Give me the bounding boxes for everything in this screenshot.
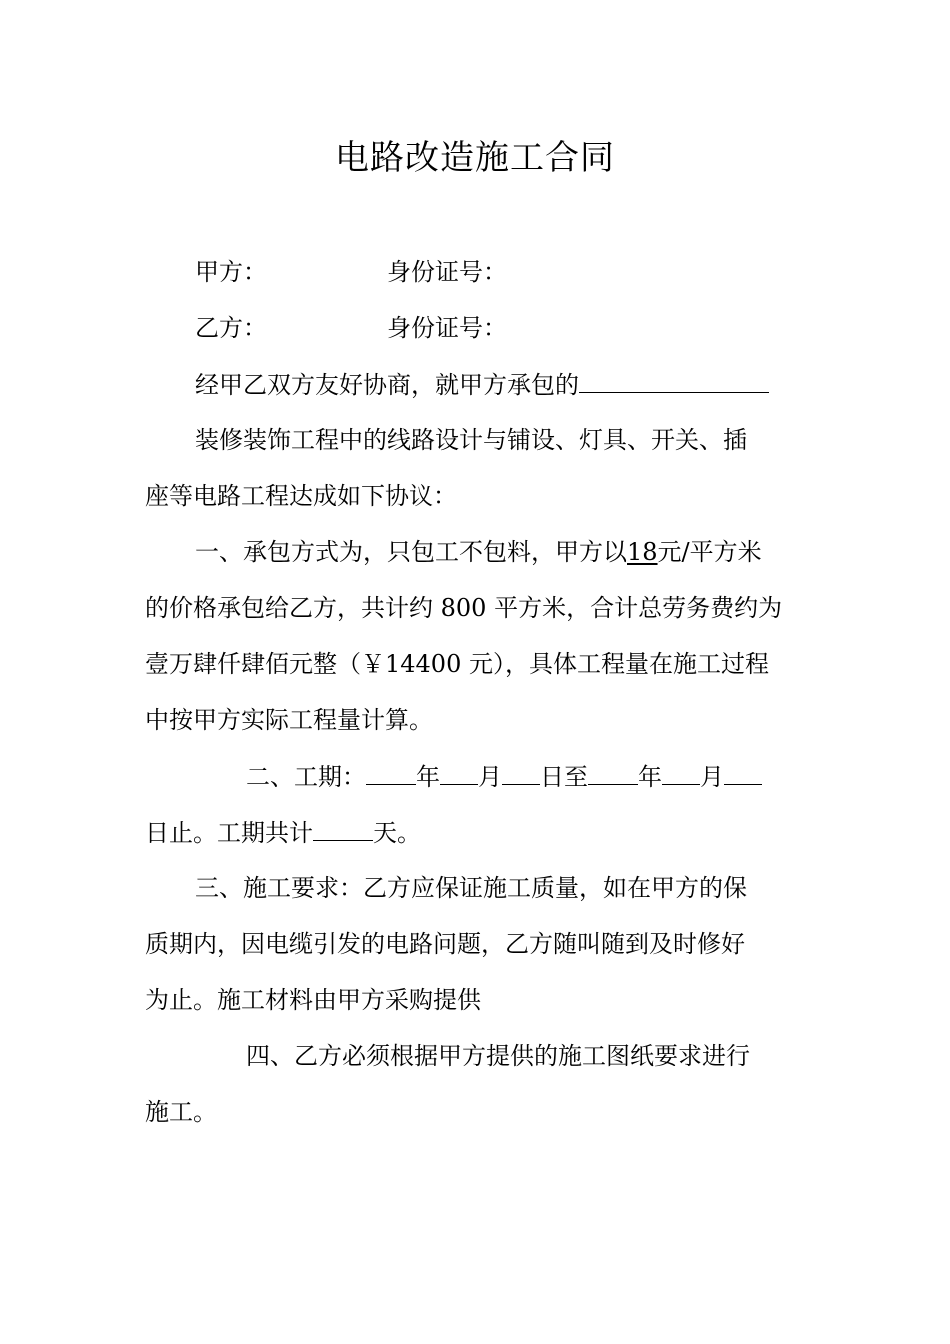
start-year-blank — [366, 760, 416, 785]
clause-1-line-4: 中按甲方实际工程量计算。 — [145, 706, 433, 734]
clause-1-suffix: 元/平方米 — [657, 538, 762, 566]
clause-3-line-2: 质期内，因电缆引发的电路问题，乙方随叫随到及时修好 — [145, 930, 745, 958]
end-day-blank — [724, 760, 762, 785]
party-a-id-label: 身份证号： — [387, 258, 507, 286]
clause-3-line-1: 三、施工要求：乙方应保证施工质量，如在甲方的保 — [195, 874, 747, 902]
end-month-label: 月 — [700, 763, 724, 791]
day-to-label: 日至 — [540, 763, 588, 791]
intro-line-2: 装修装饰工程中的线路设计与铺设、灯具、开关、插 — [195, 426, 747, 454]
party-b-id-label: 身份证号： — [387, 314, 507, 342]
party-b-label: 乙方： — [195, 314, 267, 342]
clause-1-prefix: 一、承包方式为，只包工不包料，甲方以 — [195, 538, 627, 566]
clause-2-line-2 — [145, 816, 421, 849]
clause-1-line-2: 的价格承包给乙方，共计约 800 平方米，合计总劳务费约为 — [145, 594, 783, 622]
start-month-label: 月 — [478, 763, 502, 791]
start-month-blank — [440, 760, 478, 785]
project-name-blank — [579, 368, 769, 393]
clause-3-line-3: 为止。施工材料由甲方采购提供 — [145, 986, 481, 1014]
clause-2-line-1 — [246, 760, 762, 793]
intro-line-1 — [195, 368, 769, 401]
duration-days-blank — [313, 816, 373, 841]
price-value: 18 — [627, 538, 658, 566]
clause-2-line-2-suffix: 天。 — [373, 819, 421, 847]
clause-4-line-2: 施工。 — [145, 1098, 217, 1126]
end-month-blank — [662, 760, 700, 785]
clause-1-line-1 — [195, 536, 762, 568]
start-day-blank — [502, 760, 540, 785]
clause-4-line-1: 四、乙方必须根据甲方提供的施工图纸要求进行 — [246, 1042, 750, 1070]
party-a-label: 甲方： — [195, 258, 267, 286]
intro-text-1: 经甲乙双方友好协商，就甲方承包的 — [195, 371, 579, 399]
intro-line-3: 座等电路工程达成如下协议： — [145, 482, 457, 510]
clause-2-line-2-prefix: 日止。工期共计 — [145, 819, 313, 847]
clause-2-prefix: 二、工期： — [246, 763, 366, 791]
end-year-label: 年 — [638, 763, 662, 791]
start-year-label: 年 — [416, 763, 440, 791]
page-title: 电路改造施工合同 — [335, 138, 615, 178]
end-year-blank — [588, 760, 638, 785]
clause-1-line-3: 壹万肆仟肆佰元整（￥14400 元），具体工程量在施工过程 — [145, 650, 769, 678]
